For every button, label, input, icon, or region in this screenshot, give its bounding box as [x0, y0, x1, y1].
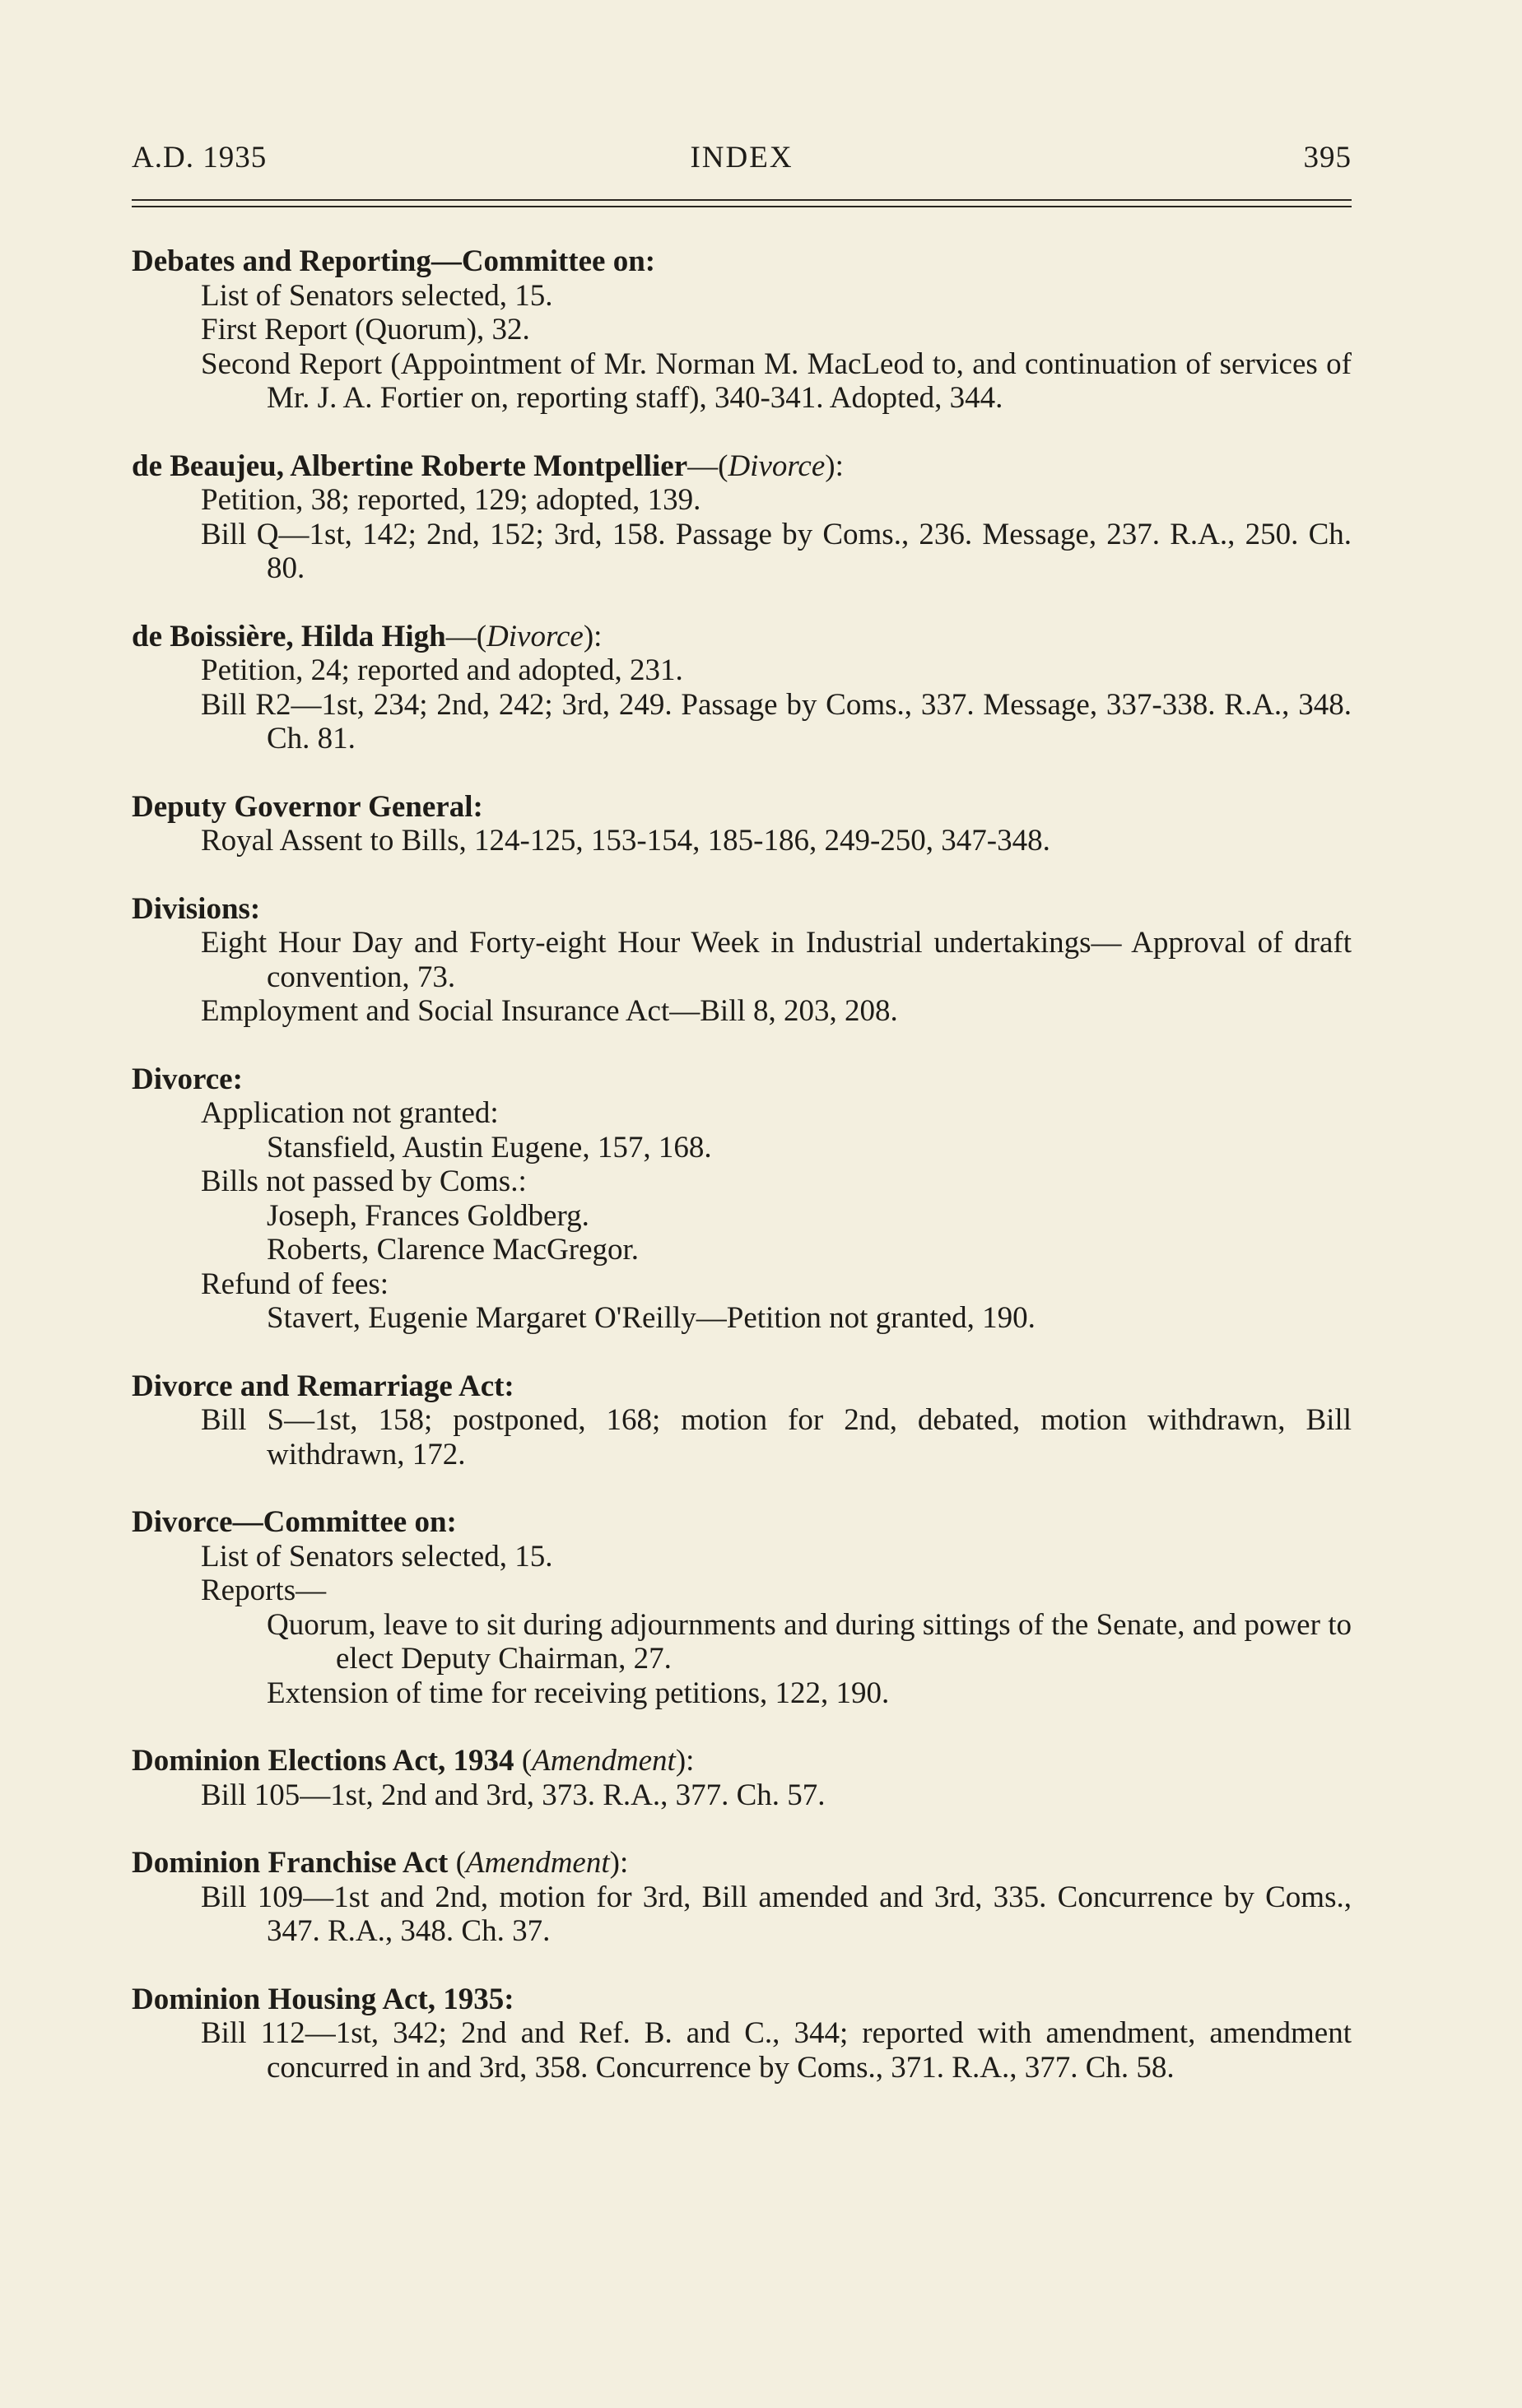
entry-line: Bill R2—1st, 234; 2nd, 242; 3rd, 249. Passage by Coms., 337. Message, 337-338. R.A., 348. Ch. 81.: [201, 687, 1352, 755]
index-entry: [132, 1369, 1352, 1472]
running-head: [132, 140, 1352, 181]
entry-heading: de Boissière, Hilda High—(Divorce):: [132, 619, 603, 653]
index-entries: [132, 244, 1352, 2118]
entry-heading-bold: Dominion Elections Act, 1934: [132, 1744, 514, 1778]
entry-heading-italic: Amendment: [532, 1744, 676, 1778]
entry-line: List of Senators selected, 15.: [201, 278, 553, 313]
entry-subline: Extension of time for receiving petitions, 122, 190.: [267, 1676, 890, 1710]
index-entry: [132, 892, 1352, 1029]
entry-line: Second Report (Appointment of Mr. Norman M. MacLeod to, and continuation of services of Mr. J. A. Fortier on, reporting staff), 340-341. Adopted, 344.: [201, 346, 1352, 415]
entry-line: Employment and Social Insurance Act—Bill 8, 203, 208.: [201, 994, 898, 1028]
entry-heading-bold: Divorce—Committee on:: [132, 1505, 457, 1539]
entry-heading-bold: de Beaujeu, Albertine Roberte Montpellier: [132, 449, 688, 483]
page-number: 395: [1303, 141, 1352, 174]
entry-heading-italic: Divorce: [486, 619, 584, 653]
entry-heading-bold: de Boissière, Hilda High: [132, 619, 446, 653]
entry-line: Eight Hour Day and Forty-eight Hour Week in Industrial undertakings— Approval of draft convention, 73.: [201, 926, 1352, 994]
entry-heading-bold: Divorce:: [132, 1062, 243, 1096]
entry-subline: Stansfield, Austin Eugene, 157, 168.: [267, 1130, 712, 1164]
entry-subline: Roberts, Clarence MacGregor.: [267, 1233, 640, 1267]
entry-heading: [132, 1062, 1352, 1097]
index-entry: [132, 1744, 1352, 1812]
entry-heading: [132, 1983, 1352, 2017]
entry-line: Refund of fees:: [201, 1267, 389, 1301]
entry-heading-bold: Divisions:: [132, 891, 261, 926]
index-entry: [132, 449, 1352, 586]
entry-heading: [132, 1369, 1352, 1404]
index-entry: [132, 620, 1352, 756]
entry-heading: de Beaujeu, Albertine Roberte Montpellier—(Divorce):: [132, 449, 844, 483]
entry-heading: [132, 244, 1352, 279]
header-year: A.D. 1935: [132, 141, 268, 174]
index-entry: [132, 1062, 1352, 1336]
index-entry: [132, 244, 1352, 416]
entry-line: Bills not passed by Coms.:: [201, 1164, 527, 1198]
entry-heading-bold: Debates and Reporting—Committee on:: [132, 244, 656, 278]
entry-line: Bill 112—1st, 342; 2nd and Ref. B. and C., 344; reported with amendment, amendment concurred in and 3rd, 358. Concurrence by Coms., 371. R.A., 377. Ch. 58.: [201, 2016, 1352, 2085]
index-entry: [132, 1505, 1352, 1710]
entry-heading: [132, 790, 1352, 825]
entry-line: Petition, 38; reported, 129; adopted, 139.: [201, 483, 701, 517]
entry-line: List of Senators selected, 15.: [201, 1539, 553, 1574]
entry-subline: Joseph, Frances Goldberg.: [267, 1198, 589, 1233]
entry-heading-italic: Divorce: [728, 449, 826, 483]
entry-heading-bold: Deputy Governor General:: [132, 789, 483, 824]
entry-heading-italic: Amendment: [465, 1846, 610, 1880]
entry-subline: Stavert, Eugenie Margaret O'Reilly—Petition not granted, 190.: [267, 1301, 1036, 1335]
entry-heading-bold: Dominion Housing Act, 1935:: [132, 1982, 514, 2016]
index-entry: [132, 1846, 1352, 1949]
header-double-rule: [132, 199, 1352, 207]
entry-line: Reports—: [201, 1574, 327, 1607]
entry-line: Royal Assent to Bills, 124-125, 153-154, 185-186, 249-250, 347-348.: [201, 824, 1050, 858]
index-entry: [132, 1983, 1352, 2085]
entry-line: Petition, 24; reported and adopted, 231.: [201, 653, 683, 687]
entry-heading-bold: Divorce and Remarriage Act:: [132, 1369, 514, 1403]
entry-line: Bill 105—1st, 2nd and 3rd, 373. R.A., 377. Ch. 57.: [201, 1778, 826, 1812]
entry-heading: Dominion Elections Act, 1934 (Amendment):: [132, 1744, 695, 1778]
index-entry: [132, 790, 1352, 858]
entry-heading: [132, 1505, 1352, 1540]
entry-line: Application not granted:: [201, 1096, 499, 1130]
entry-line: Bill Q—1st, 142; 2nd, 152; 3rd, 158. Passage by Coms., 236. Message, 237. R.A., 250. Ch. 80.: [201, 517, 1352, 585]
entry-line: First Report (Quorum), 32.: [201, 313, 530, 346]
entry-heading: Dominion Franchise Act (Amendment):: [132, 1846, 629, 1880]
entry-heading-bold: Dominion Franchise Act: [132, 1846, 449, 1880]
entry-subline: Quorum, leave to sit during adjournments and during sittings of the Senate, and power to elect Deputy Chairman, 27.: [267, 1607, 1352, 1676]
entry-heading: [132, 892, 1352, 927]
entry-line: Bill S—1st, 158; postponed, 168; motion for 2nd, debated, motion withdrawn, Bill withdrawn, 172.: [201, 1403, 1352, 1471]
entry-line: Bill 109—1st and 2nd, motion for 3rd, Bill amended and 3rd, 335. Concurrence by Coms., 347. R.A., 348. Ch. 37.: [201, 1880, 1352, 1948]
header-title: INDEX: [690, 141, 794, 174]
